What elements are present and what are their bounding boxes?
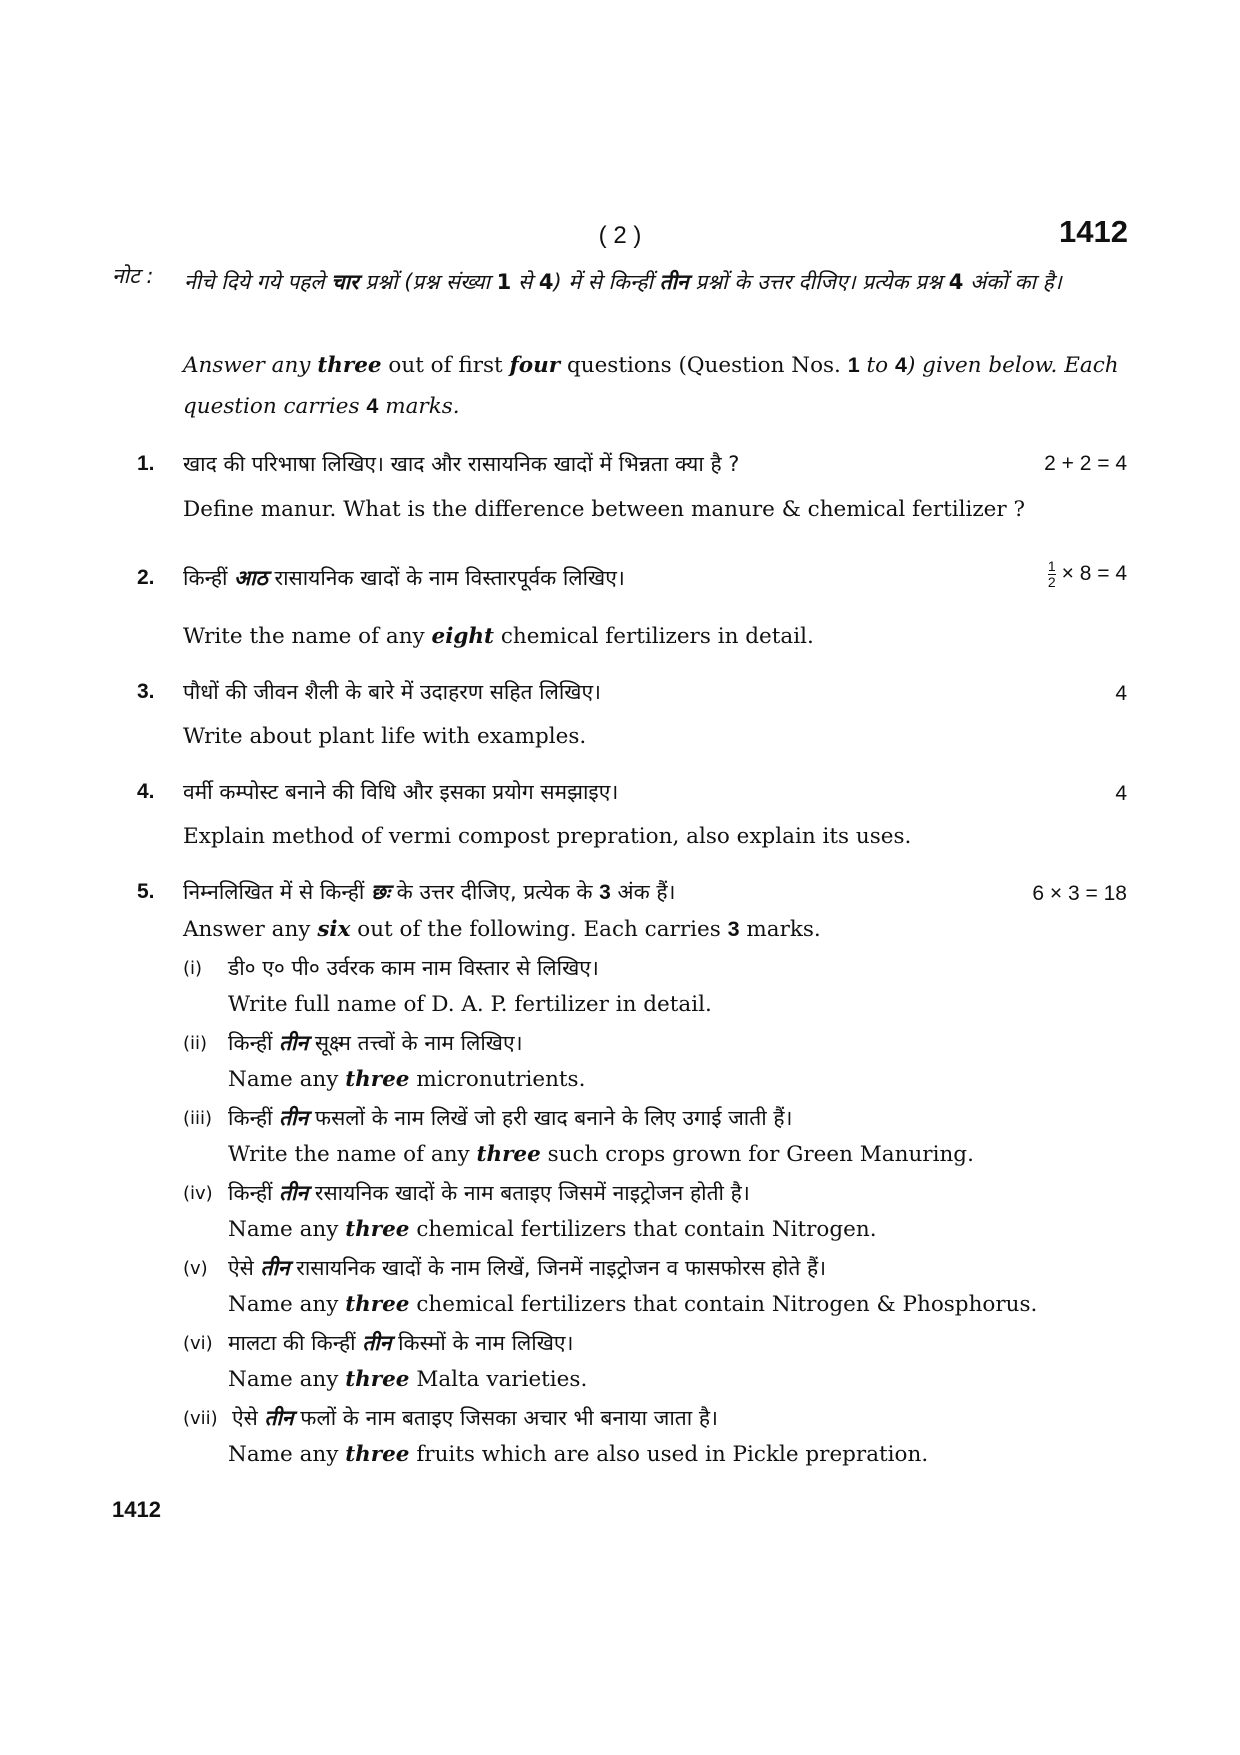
q-en-text: out of the following. Each carries bbox=[357, 917, 721, 942]
question-number: 2. bbox=[137, 566, 155, 589]
question-english bbox=[183, 917, 821, 942]
marks-rest: × 8 = 4 bbox=[1061, 562, 1127, 586]
note-hi-text: नीचे दिये गये पहले bbox=[184, 270, 325, 294]
sub-en-text: Name any bbox=[228, 1442, 339, 1467]
sub-en-text: chemical fertilizers that contain Nitrogen. bbox=[416, 1217, 877, 1242]
sub-en-text: micronutrients. bbox=[416, 1067, 586, 1092]
note-en-text: marks. bbox=[385, 394, 460, 419]
question-number: 3. bbox=[137, 680, 155, 703]
note-en-text: questions (Question Nos. bbox=[566, 353, 841, 378]
question-number: 4. bbox=[137, 780, 155, 803]
sub-hi-text: ऐसे bbox=[228, 1256, 254, 1280]
question-marks: 4 bbox=[1115, 682, 1127, 705]
sub-hi-bold: तीन bbox=[279, 1106, 309, 1130]
q-hi-num: 3 bbox=[599, 881, 611, 904]
subquestion-number: (v) bbox=[183, 1258, 208, 1279]
q-hi-text: के उत्तर दीजिए, प्रत्येक के bbox=[396, 880, 593, 904]
note-label: नोट : bbox=[112, 264, 154, 288]
sub-en-text: Name any bbox=[228, 1367, 339, 1392]
q-hi-text: रासायनिक खादों के नाम विस्तारपूर्वक लिखिए। bbox=[274, 566, 625, 590]
note-hi-text: ) में से किन्हीं bbox=[553, 270, 653, 294]
sub-hi-bold: तीन bbox=[264, 1406, 294, 1430]
question-hindi bbox=[183, 878, 676, 906]
q-en-text: Answer any bbox=[183, 917, 311, 942]
note-english bbox=[183, 345, 1129, 427]
question-english: Write about plant life with examples. bbox=[183, 724, 587, 749]
fraction-numerator: 1 bbox=[1047, 558, 1056, 574]
sub-hi-text: रसायनिक खादों के नाम बताइए जिसमें नाइट्रोजन होती है। bbox=[314, 1181, 750, 1205]
note-en-text: out of first bbox=[388, 353, 503, 378]
sub-hi-text: किस्मों के नाम लिखिए। bbox=[398, 1331, 574, 1355]
sub-en-bold: three bbox=[345, 1067, 410, 1092]
sub-en-text: Name any bbox=[228, 1217, 339, 1242]
note-hindi bbox=[184, 262, 1128, 302]
subquestion-hindi bbox=[228, 1329, 573, 1357]
sub-en-bold: three bbox=[345, 1367, 410, 1392]
subquestion-number: (iii) bbox=[183, 1108, 213, 1129]
subquestion-english bbox=[228, 1217, 877, 1242]
subquestion-hindi bbox=[228, 1254, 826, 1282]
q-en-num: 3 bbox=[727, 917, 740, 941]
q-hi-text: किन्हीं bbox=[183, 566, 228, 590]
note-en-text: Answer any bbox=[183, 353, 311, 378]
subquestion-hindi bbox=[228, 1104, 792, 1132]
sub-en-bold: three bbox=[345, 1292, 410, 1317]
subquestion-english bbox=[228, 1292, 1037, 1317]
note-hi-num: 4 bbox=[948, 270, 964, 294]
q-hi-bold: आठ bbox=[234, 566, 268, 590]
subquestion-english bbox=[228, 1367, 587, 1392]
note-en-num: 4 bbox=[366, 394, 379, 418]
subquestion-hindi bbox=[228, 1029, 523, 1057]
note-en-text: ) given below. Each question carries bbox=[183, 353, 1119, 419]
sub-hi-bold: तीन bbox=[362, 1331, 392, 1355]
sub-hi-text: किन्हीं bbox=[228, 1031, 273, 1055]
question-marks: 2 + 2 = 4 bbox=[1044, 452, 1127, 475]
q-en-text: marks. bbox=[746, 917, 821, 942]
note-en-text: to bbox=[866, 353, 889, 378]
question-marks: 6 × 3 = 18 bbox=[1032, 882, 1127, 905]
page-number: ( 2 ) bbox=[598, 222, 642, 249]
note-en-num: 1 bbox=[847, 353, 860, 377]
sub-en-text: chemical fertilizers that contain Nitrogen & Phosphorus. bbox=[416, 1292, 1038, 1317]
question-number: 1. bbox=[137, 452, 155, 475]
paper-code-bottom: 1412 bbox=[112, 1497, 161, 1522]
q-hi-text: अंक हैं। bbox=[617, 880, 676, 904]
q-en-bold: eight bbox=[431, 624, 494, 649]
question-marks: 4 bbox=[1115, 782, 1127, 805]
question-english: Explain method of vermi compost prepration, also explain its uses. bbox=[183, 824, 912, 849]
sub-en-text: fruits which are also used in Pickle prepration. bbox=[416, 1442, 929, 1467]
note-hi-bold: तीन bbox=[659, 270, 689, 294]
sub-hi-text: फसलों के नाम लिखें जो हरी खाद बनाने के लिए उगाई जाती हैं। bbox=[314, 1106, 793, 1130]
sub-hi-text: किन्हीं bbox=[228, 1181, 273, 1205]
question-english: Define manur. What is the difference between manure & chemical fertilizer ? bbox=[183, 497, 1026, 522]
sub-en-text: Name any bbox=[228, 1067, 339, 1092]
q-en-text: Write the name of any bbox=[183, 624, 425, 649]
subquestion-hindi bbox=[228, 1179, 750, 1207]
note-en-bold: three bbox=[317, 353, 382, 378]
note-en-num: 4 bbox=[894, 353, 907, 377]
sub-en-text: Write the name of any bbox=[228, 1142, 470, 1167]
sub-hi-bold: तीन bbox=[279, 1031, 309, 1055]
fraction-half bbox=[1048, 559, 1056, 590]
q-hi-text: निम्नलिखित में से किन्हीं bbox=[183, 880, 365, 904]
q-en-text: chemical fertilizers in detail. bbox=[500, 624, 814, 649]
question-hindi: खाद की परिभाषा लिखिए। खाद और रासायनिक खादों में भिन्नता क्या है ? bbox=[183, 452, 740, 476]
subquestion-hindi bbox=[232, 1404, 718, 1432]
question-hindi bbox=[183, 564, 625, 592]
subquestion-english bbox=[228, 1142, 974, 1167]
subquestion-english: Write full name of D. A. P. fertilizer in detail. bbox=[228, 992, 712, 1017]
sub-hi-text: मालटा की किन्हीं bbox=[228, 1331, 356, 1355]
question-hindi: वर्मी कम्पोस्ट बनाने की विधि और इसका प्रयोग समझाइए। bbox=[183, 780, 619, 804]
sub-en-bold: three bbox=[345, 1217, 410, 1242]
question-english bbox=[183, 624, 814, 649]
q-hi-bold: छः bbox=[371, 880, 390, 904]
subquestion-english bbox=[228, 1442, 928, 1467]
note-hi-bold: चार bbox=[331, 270, 359, 294]
paper-code-top: 1412 bbox=[1059, 214, 1128, 249]
sub-hi-text: ऐसे bbox=[232, 1406, 258, 1430]
note-hi-num: 4 bbox=[538, 270, 554, 294]
subquestion-english bbox=[228, 1067, 585, 1092]
subquestion-number: (iv) bbox=[183, 1183, 213, 1204]
sub-en-bold: three bbox=[476, 1142, 541, 1167]
sub-hi-text: सूक्ष्म तत्त्वों के नाम लिखिए। bbox=[314, 1031, 523, 1055]
sub-hi-text: किन्हीं bbox=[228, 1106, 273, 1130]
sub-hi-bold: तीन bbox=[279, 1181, 309, 1205]
note-hi-text: प्रश्नों (प्रश्न संख्या bbox=[365, 270, 490, 294]
sub-en-text: such crops grown for Green Manuring. bbox=[547, 1142, 974, 1167]
fraction-denominator: 2 bbox=[1047, 574, 1056, 590]
sub-hi-text: फलों के नाम बताइए जिसका अचार भी बनाया जाता है। bbox=[300, 1406, 718, 1430]
sub-hi-text: रासायनिक खादों के नाम लिखें, जिनमें नाइट्रोजन व फासफोरस होते हैं। bbox=[296, 1256, 827, 1280]
subquestion-number: (i) bbox=[183, 958, 203, 979]
subquestion-number: (vii) bbox=[183, 1408, 218, 1429]
sub-en-text: Name any bbox=[228, 1292, 339, 1317]
subquestion-number: (vi) bbox=[183, 1333, 213, 1354]
question-marks bbox=[1048, 559, 1127, 590]
sub-en-text: Malta varieties. bbox=[416, 1367, 588, 1392]
question-number: 5. bbox=[137, 880, 155, 903]
note-hi-text: प्रश्नों के उत्तर दीजिए। प्रत्येक प्रश्न bbox=[695, 270, 943, 294]
note-hi-num: 1 bbox=[496, 270, 512, 294]
subquestion-number: (ii) bbox=[183, 1033, 208, 1054]
subquestion-hindi: डी० ए० पी० उर्वरक काम नाम विस्तार से लिखिए। bbox=[228, 956, 599, 980]
note-hi-text: अंकों का है। bbox=[970, 270, 1062, 294]
sub-en-bold: three bbox=[345, 1442, 410, 1467]
sub-hi-bold: तीन bbox=[260, 1256, 290, 1280]
note-en-bold: four bbox=[509, 353, 561, 378]
question-hindi: पौधों की जीवन शैली के बारे में उदाहरण सहित लिखिए। bbox=[183, 680, 602, 704]
q-en-bold: six bbox=[317, 917, 351, 942]
note-hi-text: से bbox=[517, 270, 533, 294]
